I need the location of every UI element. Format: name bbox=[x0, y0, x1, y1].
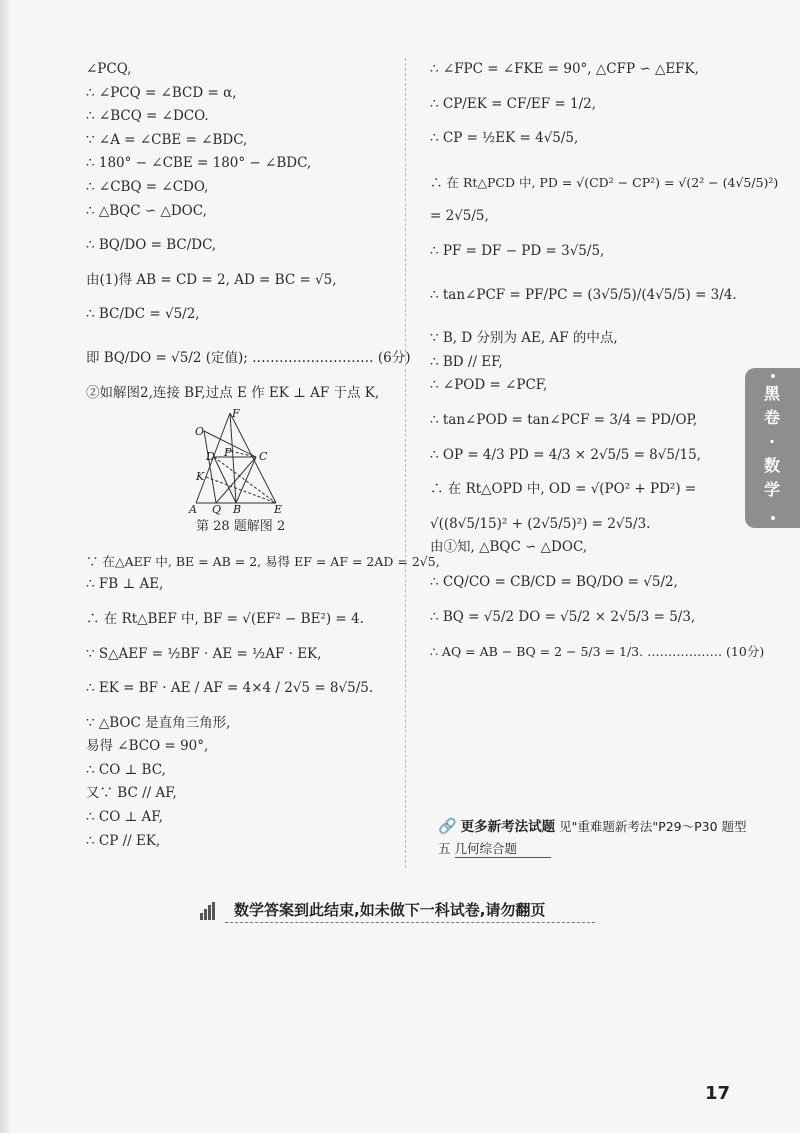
subject-side-tab bbox=[745, 368, 800, 528]
solution-line: ∵ △BOC 是直角三角形, bbox=[86, 714, 231, 731]
end-notice-text: 数学答案到此结束,如未做下一科试卷,请勿翻页 bbox=[234, 901, 546, 919]
label-q: Q bbox=[212, 503, 222, 516]
tab-char: 数 bbox=[763, 456, 780, 475]
solution-line: √((8√5/15)² + (2√5/5)²) = 2√5/3. bbox=[430, 515, 651, 532]
more-title: 更多新考法试题 bbox=[460, 819, 556, 835]
tab-char: 黑 bbox=[763, 384, 780, 403]
right-column bbox=[430, 58, 779, 664]
solution-line: ∴ CP // EK, bbox=[86, 832, 161, 849]
tab-dot bbox=[771, 374, 775, 378]
solution-line: ∴ CP = ½EK = 4√5/5, bbox=[430, 130, 579, 147]
solution-line: ∴ △BQC ∽ △DOC, bbox=[86, 202, 207, 219]
solution-line: ∴ BQ/DO = BC/DC, bbox=[86, 237, 217, 254]
label-f: F bbox=[232, 407, 240, 421]
solution-line: 由①知, △BQC ∽ △DOC, bbox=[430, 539, 588, 556]
solution-line: 又∵ BC // AF, bbox=[86, 785, 177, 802]
solution-line: ∴ BQ = √5/2 DO = √5/2 × 2√5/3 = 5/3, bbox=[430, 608, 696, 625]
solution-line: 易得 ∠BCO = 90°, bbox=[86, 738, 209, 755]
solution-line: ∵ 在△AEF 中, BE = AB = 2, 易得 EF = AF = 2AD = 2√5, bbox=[86, 553, 440, 569]
solution-line: ∴ 180° − ∠CBE = 180° − ∠BDC, bbox=[86, 155, 312, 172]
tab-char: 学 bbox=[763, 480, 780, 499]
solution-line: ∵ B, D 分别为 AE, AF 的中点, bbox=[430, 330, 618, 347]
link-icon: 🔗 bbox=[438, 817, 457, 835]
label-c: C bbox=[259, 450, 268, 464]
column-divider bbox=[405, 58, 406, 868]
label-p: P bbox=[224, 446, 232, 460]
solution-line: ∴ CP/EK = CF/EF = 1/2, bbox=[430, 95, 597, 112]
solution-line: ∴ OP = 4/3 PD = 4/3 × 2√5/5 = 8√5/15, bbox=[430, 446, 701, 463]
solution-line: ∴ PF = DF − PD = 3√5/5, bbox=[430, 242, 605, 259]
geometry-diagram bbox=[186, 407, 296, 515]
solution-line: ∴ BD // EF, bbox=[430, 353, 503, 370]
solution-line: ∴ tan∠PCF = PF/PC = (3√5/5)/(4√5/5) = 3/4. bbox=[430, 286, 737, 303]
solution-line: ∴ tan∠POD = tan∠PCF = 3/4 = PD/OP, bbox=[430, 411, 698, 428]
more-text: 见"重难题新考法"P29～P30 题型五 几何综合题 bbox=[438, 819, 747, 856]
solution-line: ∴ FB ⊥ AE, bbox=[86, 576, 164, 593]
label-k: K bbox=[196, 470, 205, 484]
solution-line: ②如解图2,连接 BF,过点 E 作 EK ⊥ AF 于点 K, bbox=[86, 384, 380, 401]
solution-line: = 2√5/5, bbox=[430, 208, 489, 225]
solution-line: ∵ ∠A = ∠CBE = ∠BDC, bbox=[86, 131, 248, 148]
solution-line: ∴ 在 Rt△OPD 中, OD = √(PO² + PD²) = bbox=[430, 481, 697, 498]
end-notice bbox=[200, 899, 600, 920]
end-notice-underline bbox=[225, 922, 595, 923]
solution-line: ∴ CO ⊥ AF, bbox=[86, 809, 163, 826]
solution-line: ∠PCQ, bbox=[86, 61, 132, 77]
solution-line: ∴ 在 Rt△BEF 中, BF = √(EF² − BE²) = 4. bbox=[86, 610, 364, 627]
solution-line: ∵ S△AEF = ½BF · AE = ½AF · EK, bbox=[86, 645, 322, 662]
page-number: 17 bbox=[705, 1083, 731, 1104]
solution-line: 由(1)得 AB = CD = 2, AD = BC = √5, bbox=[86, 271, 337, 288]
solution-line: ∴ BC/DC = √5/2, bbox=[86, 306, 200, 323]
label-o: O bbox=[195, 425, 205, 439]
solution-line: ∴ ∠FPC = ∠FKE = 90°, △CFP ∽ △EFK, bbox=[430, 61, 699, 77]
label-d: D bbox=[206, 450, 215, 464]
more-questions-note bbox=[438, 815, 748, 860]
solution-line: ∴ AQ = AB − BQ = 2 − 5/3 = 1/3. ……………… (10分) bbox=[430, 644, 765, 660]
more-underline bbox=[455, 857, 551, 858]
left-column bbox=[86, 58, 440, 853]
label-e: E bbox=[274, 503, 283, 516]
solution-line: ∴ CO ⊥ BC, bbox=[86, 761, 166, 778]
tab-dot bbox=[771, 516, 775, 520]
binding-shadow bbox=[0, 0, 10, 1133]
diagram-caption: 第 28 题解图 2 bbox=[196, 519, 286, 535]
solution-line: ∴ 在 Rt△PCD 中, PD = √(CD² − CP²) = √(2² − (4√5/5)²) bbox=[430, 174, 779, 190]
solution-line: ∴ ∠POD = ∠PCF, bbox=[430, 377, 548, 394]
solution-line: ∴ EK = BF · AE / AF = 4×4 / 2√5 = 8√5/5. bbox=[86, 680, 374, 697]
solution-line: 即 BQ/DO = √5/2 (定值); ……………………… (6分) bbox=[86, 349, 411, 366]
tab-char: 卷 bbox=[763, 408, 780, 427]
label-a: A bbox=[189, 503, 197, 516]
solution-line: ∴ ∠PCQ = ∠BCD = α, bbox=[86, 84, 237, 101]
tab-char: · bbox=[768, 432, 776, 451]
solution-line: ∴ ∠BCQ = ∠DCO. bbox=[86, 108, 209, 125]
label-b: B bbox=[233, 503, 242, 516]
solution-line: ∴ ∠CBQ = ∠CDO, bbox=[86, 178, 209, 195]
solution-line: ∴ CQ/CO = CB/CD = BQ/DO = √5/2, bbox=[430, 573, 678, 590]
